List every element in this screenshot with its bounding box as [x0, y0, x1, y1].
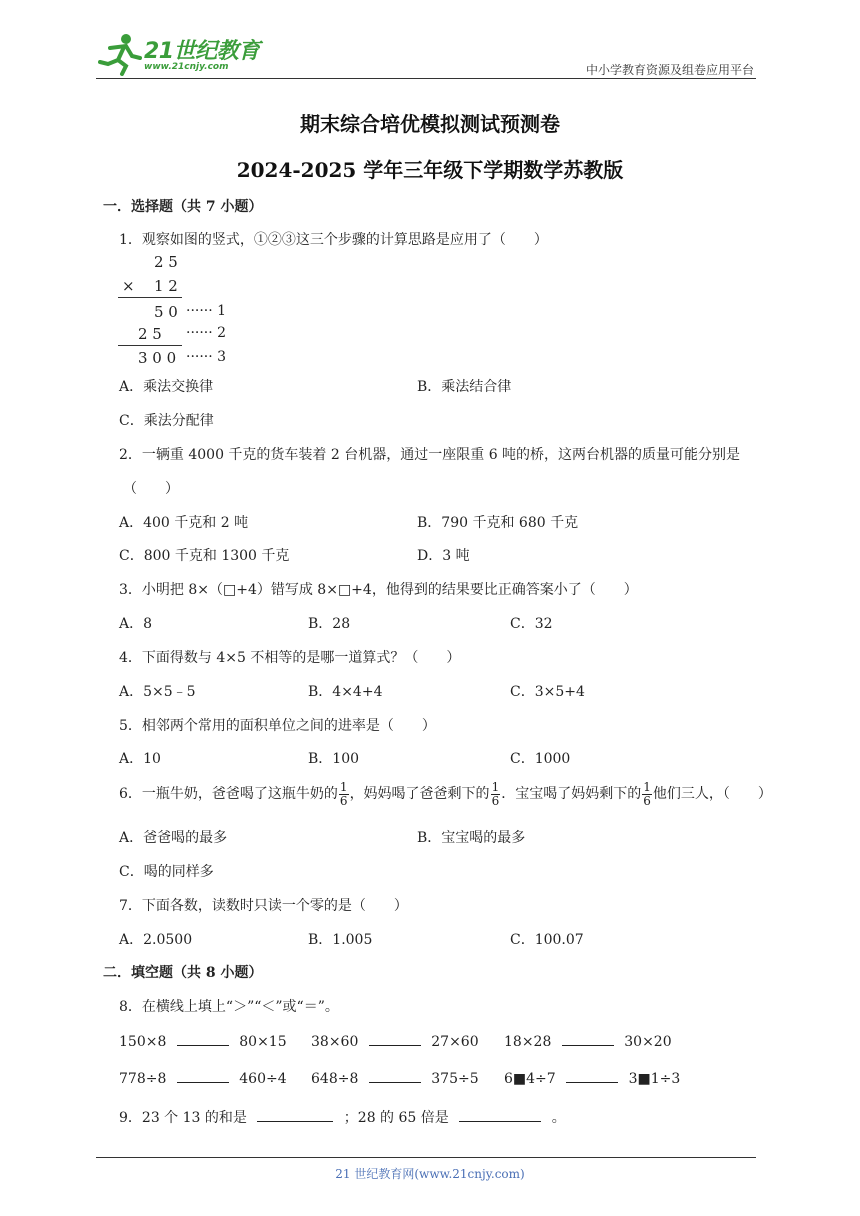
q9-stem: [119, 1107, 566, 1127]
q3-stem: 3．小明把 8×（□+4）错写成 8×□+4，他得到的结果要比正确答案小了（ ）: [119, 582, 638, 598]
q6-part1: 6．一瓶牛奶，爸爸喝了这瓶牛奶的: [119, 786, 338, 802]
q6-option-b: B．宝宝喝的最多: [417, 830, 526, 846]
q8-row2: [119, 1070, 287, 1087]
q6-stem: [119, 778, 772, 810]
q4-option-a: A．5×5﹣5: [119, 684, 196, 700]
q6-option-a: A．爸爸喝的最多: [119, 830, 228, 846]
footer-text: 21 世纪教育网(www.21cnjy.com): [335, 1167, 525, 1181]
q1-times-sign: ×: [122, 277, 135, 295]
q8-r1c2b: 27×60: [431, 1034, 479, 1050]
q6-part3: ．宝宝喝了妈妈剩下的: [501, 786, 642, 802]
q9-part3: 。: [551, 1110, 566, 1126]
q1-row4: 2 5: [138, 325, 162, 343]
q8-blank[interactable]: [177, 1070, 229, 1083]
q8-r2c3b: 3■1÷3: [628, 1071, 681, 1087]
q1-option-a: A．乘法交换律: [119, 379, 214, 395]
q8-stem: 8．在横线上填上“＞”“＜”或“＝”。: [119, 999, 339, 1015]
q8-blank[interactable]: [562, 1033, 614, 1046]
q9-part2: ；28 的 65 倍是: [343, 1110, 449, 1126]
q1-line2: [118, 345, 182, 346]
q3-option-b: B．28: [308, 616, 351, 632]
q2-option-c: C．800 千克和 1300 千克: [119, 548, 290, 564]
q6-fraction-3: [642, 781, 652, 808]
q6-frac3-num: 1: [643, 779, 651, 794]
q9-blank-1[interactable]: [257, 1109, 333, 1122]
q8-r1c1a: 150×8: [119, 1034, 167, 1050]
q1-line1: [118, 297, 182, 298]
q5-option-c: C．1000: [510, 751, 571, 767]
q3-option-c: C．32: [510, 616, 553, 632]
runner-logo-icon: [96, 32, 144, 76]
logo-url: www.21cnjy.com: [144, 62, 229, 72]
q2-option-a: A．400 千克和 2 吨: [119, 515, 249, 531]
logo-text: 21世纪教育: [144, 39, 260, 64]
q6-part2: ，妈妈喝了爸爸剩下的: [349, 786, 490, 802]
q1-step3-note: ······ 3: [186, 349, 227, 365]
footer-divider: [96, 1157, 756, 1158]
q6-part4: 他们三人，（ ）: [652, 786, 772, 802]
q5-option-b: B．100: [308, 751, 360, 767]
q4-option-b: B．4×4+4: [308, 684, 383, 700]
q6-frac1-num: 1: [339, 779, 348, 794]
q8-row2-col2: [311, 1070, 479, 1087]
header-divider: [96, 78, 756, 79]
q8-r1c3b: 30×20: [624, 1034, 672, 1050]
q8-blank[interactable]: [369, 1070, 421, 1083]
q7-stem: 7．下面各数，读数时只读一个零的是（ ）: [119, 898, 408, 914]
header-platform-text: 中小学教育资源及组卷应用平台: [585, 63, 754, 77]
q1-step1-note: ······ 1: [186, 303, 227, 319]
q8-row1-col2: [311, 1033, 479, 1050]
q8-r2c1a: 778÷8: [119, 1071, 167, 1087]
q6-frac2-num: 1: [491, 779, 500, 794]
q2-stem: 2．一辆重 4000 千克的货车装着 2 台机器，通过一座限重 6 吨的桥，这两台机器的质量可能分别是: [119, 447, 741, 463]
q8-blank[interactable]: [177, 1033, 229, 1046]
section-fill-heading: 二．填空题（共 8 小题）: [103, 965, 263, 981]
q6-frac1-den: 6: [339, 793, 348, 808]
q8-r2c3a: 6■4÷7: [504, 1071, 556, 1087]
q8-r1c1b: 80×15: [239, 1034, 287, 1050]
q6-fraction-1: [339, 781, 349, 808]
q8-r2c1b: 460÷4: [239, 1071, 287, 1087]
q1-option-b: B．乘法结合律: [417, 379, 512, 395]
q1-vertical-multiplication: [118, 253, 248, 368]
q8-r2c2a: 648÷8: [311, 1071, 359, 1087]
q1-step2-note: ······ 2: [186, 325, 227, 341]
q1-stem: 1．观察如图的竖式，①②③这三个步骤的计算思路是应用了（ ）: [119, 232, 548, 248]
q9-blank-2[interactable]: [459, 1109, 541, 1122]
page-title: 期末综合培优模拟测试预测卷: [300, 112, 560, 136]
q4-stem: 4．下面得数与 4×5 不相等的是哪一道算式？（ ）: [119, 650, 461, 666]
q8-r1c3a: 18×28: [504, 1034, 552, 1050]
q7-option-b: B．1.005: [308, 932, 373, 948]
q5-stem: 5．相邻两个常用的面积单位之间的进率是（ ）: [119, 718, 436, 734]
q1-row5: 3 0 0: [138, 349, 177, 367]
page-subtitle: 2024-2025 学年三年级下学期数学苏教版: [236, 158, 624, 182]
q1-row2: 1 2: [154, 277, 178, 295]
logo: [96, 32, 266, 76]
q8-row1-col3: [504, 1033, 672, 1050]
section-choice-heading: 一．选择题（共 7 小题）: [103, 199, 263, 215]
q1-option-c: C．乘法分配律: [119, 413, 214, 429]
q7-option-a: A．2.0500: [119, 932, 193, 948]
q3-option-a: A．8: [119, 616, 153, 632]
q8-r1c2a: 38×60: [311, 1034, 359, 1050]
q1-row3: 5 0: [154, 303, 178, 321]
q6-option-c: C．喝的同样多: [119, 864, 214, 880]
q6-frac3-den: 6: [643, 793, 651, 808]
q2-stem-paren: （ ）: [123, 481, 179, 497]
q1-row1: 2 5: [154, 253, 178, 271]
q8-row2-col3: [504, 1070, 680, 1087]
q8-blank[interactable]: [566, 1070, 618, 1083]
q8-row1: [119, 1033, 287, 1050]
q5-option-a: A．10: [119, 751, 161, 767]
q9-part1: 9．23 个 13 的和是: [119, 1110, 247, 1126]
q2-option-b: B．790 千克和 680 千克: [417, 515, 579, 531]
q2-option-d: D．3 吨: [417, 548, 470, 564]
q8-blank[interactable]: [369, 1033, 421, 1046]
q4-option-c: C．3×5+4: [510, 684, 585, 700]
q6-fraction-2: [491, 781, 501, 808]
q6-frac2-den: 6: [491, 793, 500, 808]
q7-option-c: C．100.07: [510, 932, 584, 948]
q8-r2c2b: 375÷5: [431, 1071, 479, 1087]
